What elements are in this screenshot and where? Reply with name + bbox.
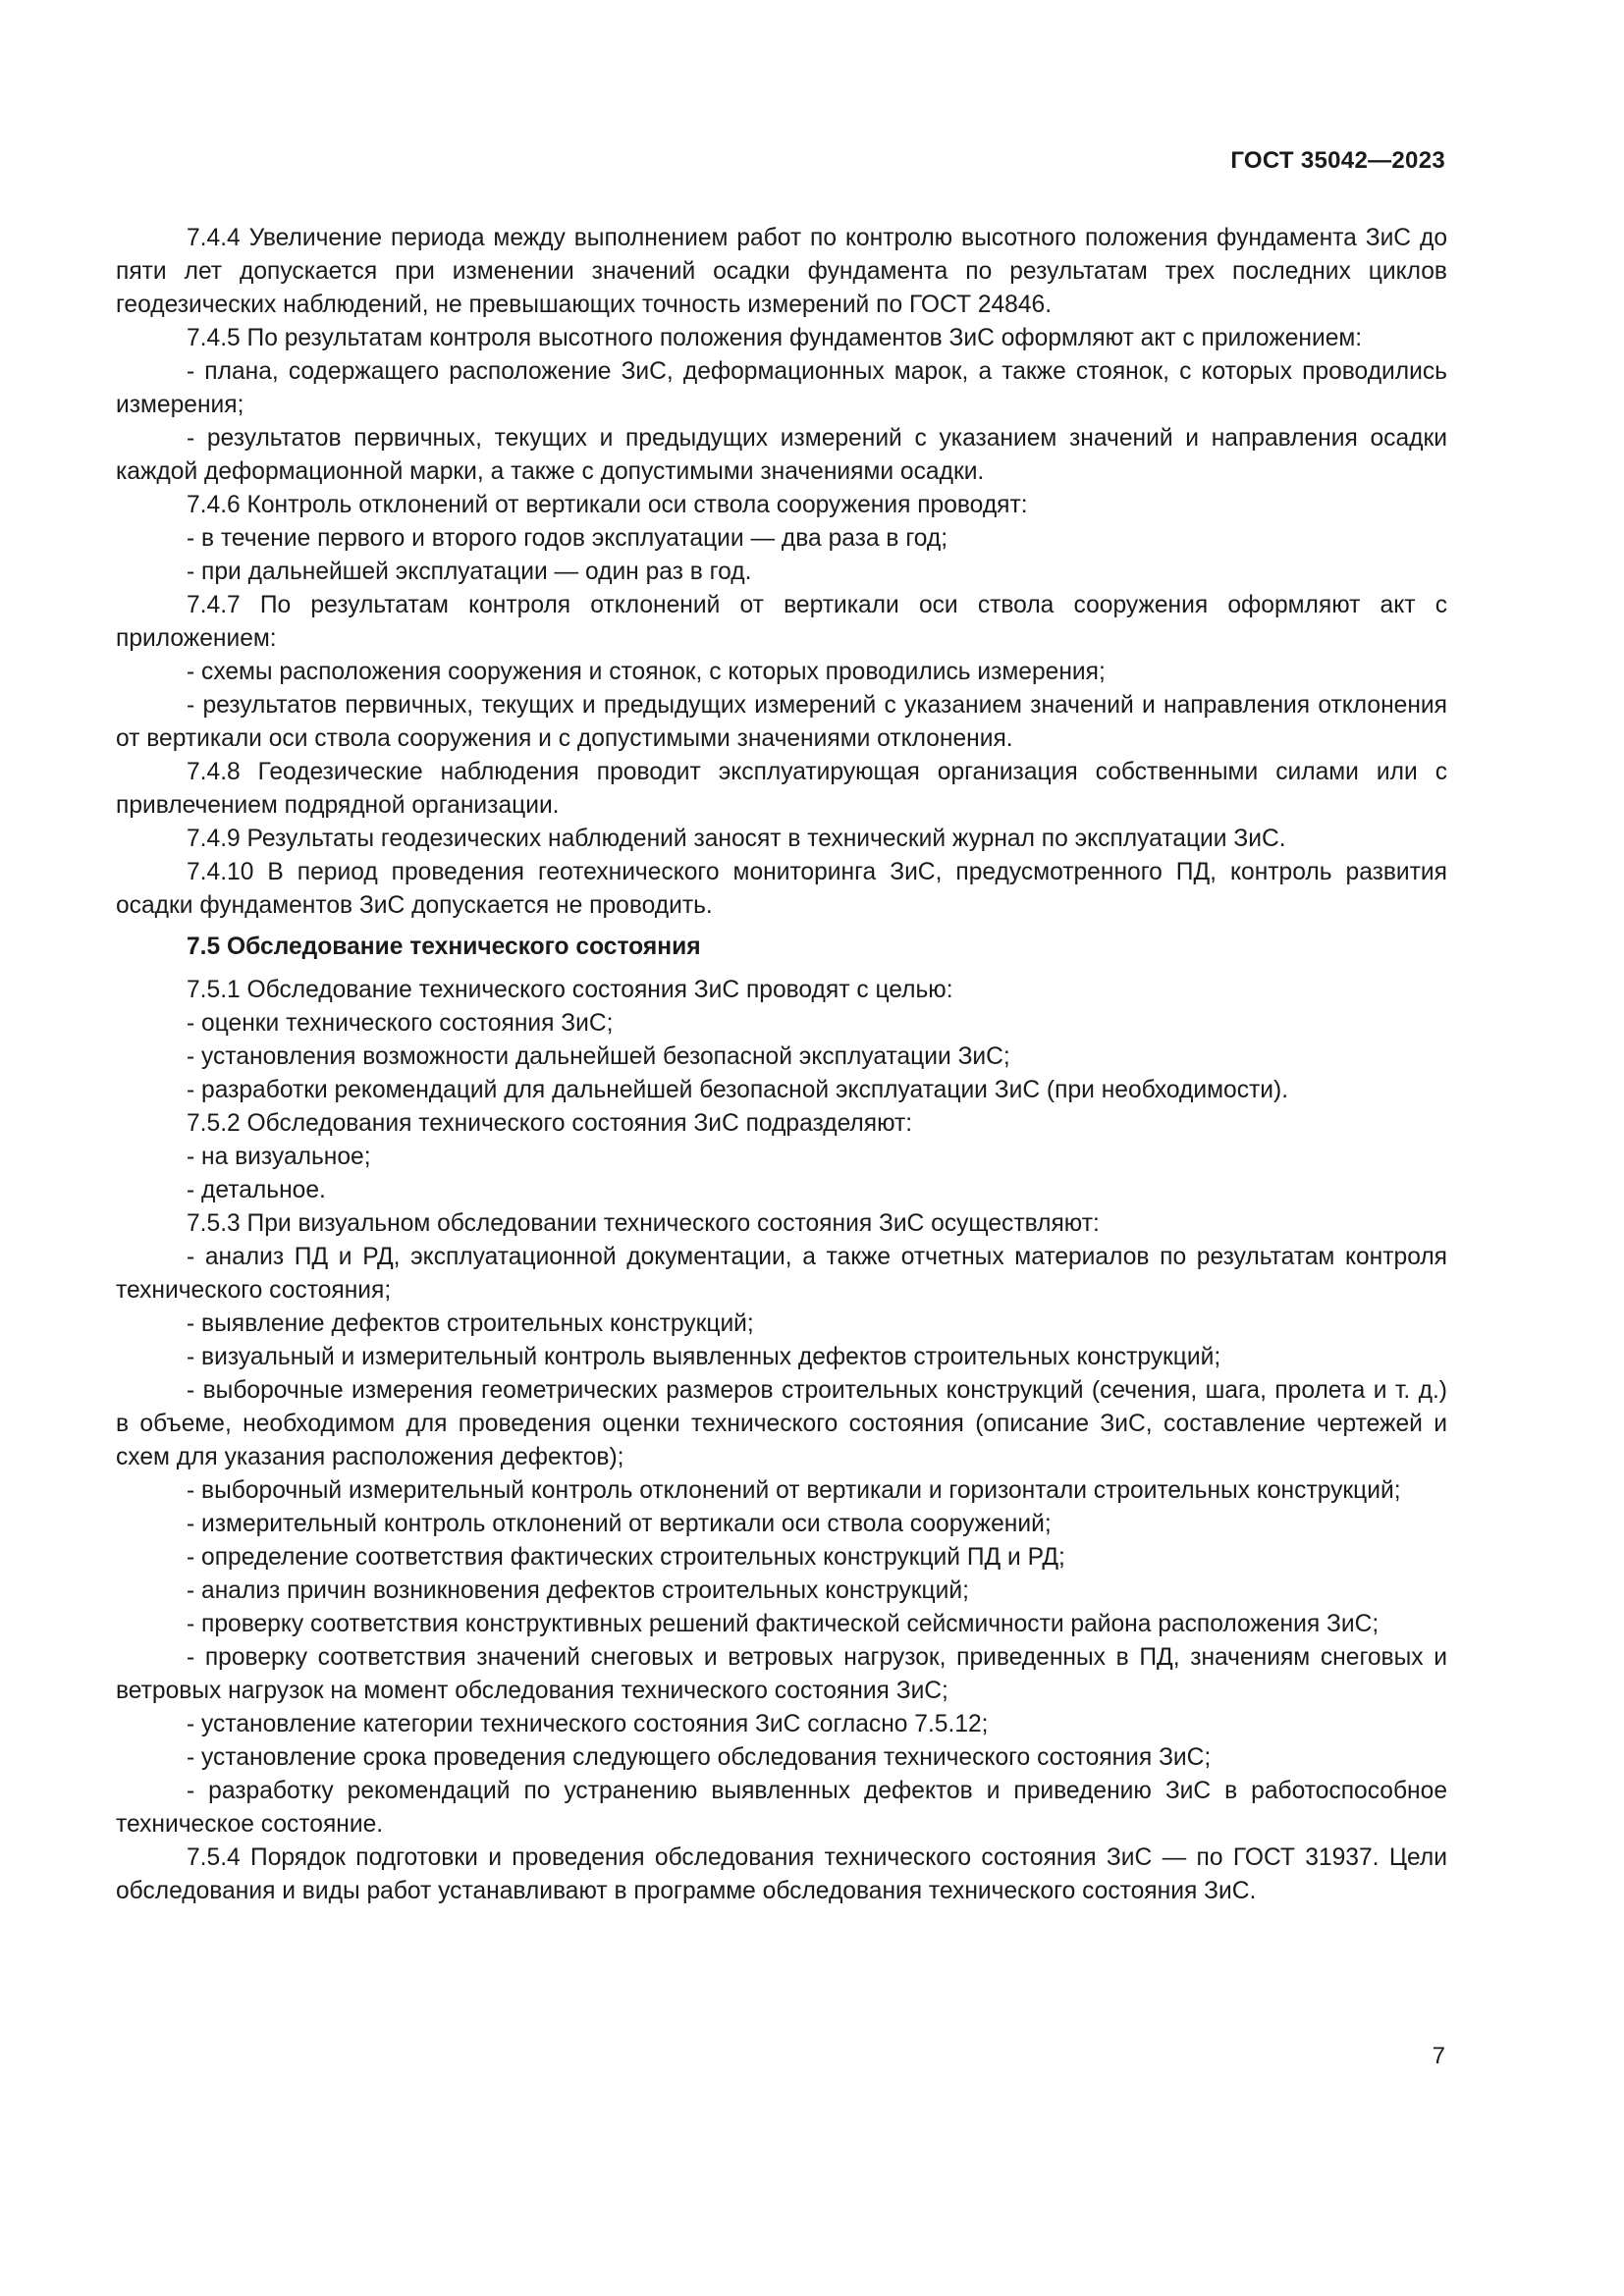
paragraph: 7.5.3 При визуальном обследовании технического состояния ЗиС осуществляют:	[187, 1210, 1100, 1237]
paragraph: 7.4.4 Увеличение периода между выполнением работ по контролю высотного положения фундамента ЗиС до пяти лет допускается при изменении значений осадки фундамента по результатам трех последних циклов геодезических наблюдений, не превышающих точность измерений по ГОСТ 24846.	[116, 225, 1447, 318]
list-item: - установления возможности дальнейшей безопасной эксплуатации ЗиС;	[187, 1043, 1010, 1070]
document-header-id: ГОСТ 35042—2023	[1230, 147, 1445, 174]
list-item: - измерительный контроль отклонений от вертикали оси ствола сооружений;	[187, 1511, 1052, 1537]
list-item: - определение соответствия фактических строительных конструкций ПД и РД;	[187, 1544, 1065, 1571]
list-item: - анализ причин возникновения дефектов строительных конструкций;	[187, 1577, 969, 1604]
paragraph: 7.5.2 Обследования технического состояния ЗиС подразделяют:	[187, 1110, 913, 1137]
list-item: - схемы расположения сооружения и стоянок, с которых проводились измерения;	[187, 659, 1106, 685]
list-item: - на визуальное;	[187, 1144, 371, 1170]
list-item: - результатов первичных, текущих и предыдущих измерений с указанием значений и направления отклонения от вертикали оси ствола сооружения и с допустимыми значениями отклонения.	[116, 692, 1447, 752]
paragraph: 7.4.5 По результатам контроля высотного положения фундаментов ЗиС оформляют акт с приложением:	[187, 325, 1363, 351]
list-item: - визуальный и измерительный контроль выявленных дефектов строительных конструкций;	[187, 1344, 1221, 1370]
list-item: - анализ ПД и РД, эксплуатационной документации, а также отчетных материалов по результатам контроля технического состояния;	[116, 1244, 1447, 1304]
list-item: - выявление дефектов строительных конструкций;	[187, 1310, 754, 1337]
list-item: - результатов первичных, текущих и предыдущих измерений с указанием значений и направления осадки каждой деформационной марки, а также с допустимыми значениями осадки.	[116, 425, 1447, 485]
list-item: - проверку соответствия конструктивных решений фактической сейсмичности района расположения ЗиС;	[187, 1611, 1380, 1637]
paragraph: 7.4.8 Геодезические наблюдения проводит эксплуатирующая организация собственными силами или с привлечением подрядной организации.	[116, 759, 1447, 819]
paragraph: 7.4.6 Контроль отклонений от вертикали оси ствола сооружения проводят:	[187, 492, 1028, 518]
list-item: - разработку рекомендаций по устранению выявленных дефектов и приведению ЗиС в работоспособное техническое состояние.	[116, 1778, 1447, 1838]
list-item: - разработки рекомендаций для дальнейшей безопасной эксплуатации ЗиС (при необходимости).	[187, 1077, 1289, 1103]
document-body	[116, 222, 1447, 1908]
list-item: - проверку соответствия значений снеговых и ветровых нагрузок, приведенных в ПД, значениям снеговых и ветровых нагрузок на момент обследования технического состояния ЗиС;	[116, 1644, 1447, 1704]
list-item: - детальное.	[187, 1177, 326, 1203]
list-item: - выборочный измерительный контроль отклонений от вертикали и горизонтали строительных конструкций;	[187, 1477, 1401, 1504]
paragraph: 7.4.9 Результаты геодезических наблюдений заносят в технический журнал по эксплуатации ЗиС.	[187, 826, 1286, 852]
paragraph: 7.4.7 По результатам контроля отклонений от вертикали оси ствола сооружения оформляют акт с приложением:	[116, 592, 1447, 652]
list-item: - при дальнейшей эксплуатации — один раз в год.	[187, 559, 752, 585]
list-item: - плана, содержащего расположение ЗиС, деформационных марок, а также стоянок, с которых проводились измерения;	[116, 358, 1447, 418]
section-heading: 7.5 Обследование технического состояния	[187, 934, 701, 960]
paragraph: 7.4.10 В период проведения геотехнического мониторинга ЗиС, предусмотренного ПД, контроль развития осадки фундаментов ЗиС допускается не проводить.	[116, 859, 1447, 919]
paragraph: 7.5.1 Обследование технического состояния ЗиС проводят с целью:	[187, 977, 953, 1003]
paragraph: 7.5.4 Порядок подготовки и проведения обследования технического состояния ЗиС — по ГОСТ 31937. Цели обследования и виды работ устанавливают в программе обследования технического состояния ЗиС.	[116, 1844, 1447, 1904]
list-item: - в течение первого и второго годов эксплуатации — два раза в год;	[187, 525, 948, 552]
list-item: - оценки технического состояния ЗиС;	[187, 1010, 614, 1037]
page-number: 7	[1432, 2043, 1445, 2069]
list-item: - установление срока проведения следующего обследования технического состояния ЗиС;	[187, 1744, 1212, 1771]
list-item: - установление категории технического состояния ЗиС согласно 7.5.12;	[187, 1711, 989, 1737]
list-item: - выборочные измерения геометрических размеров строительных конструкций (сечения, шага, пролета и т. д.) в объеме, необходимом для проведения оценки технического состояния (описание ЗиС, составление чертежей и схем для указания расположения дефектов);	[116, 1377, 1447, 1470]
